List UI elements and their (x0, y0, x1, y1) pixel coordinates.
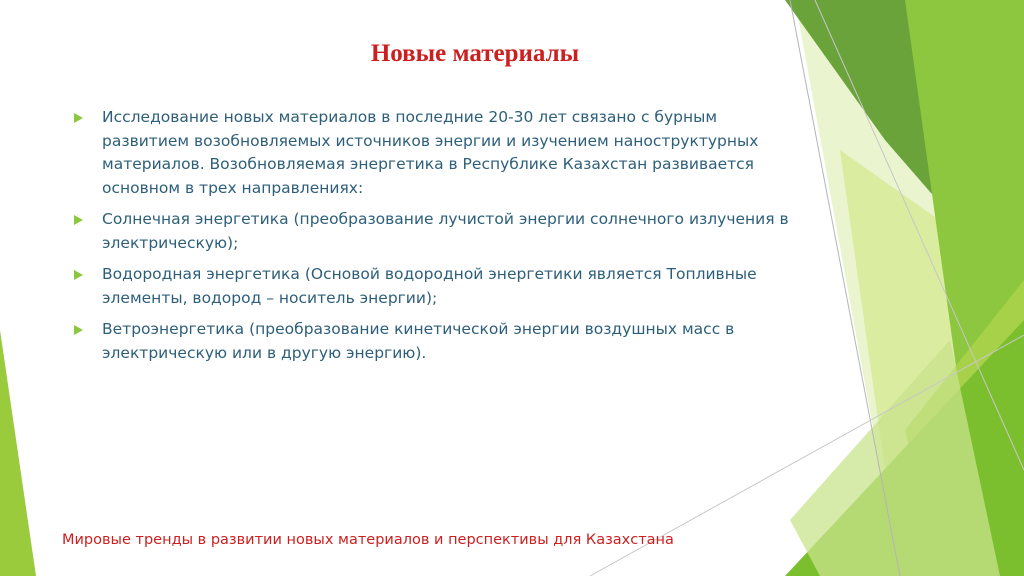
left-green-wedge (0, 330, 36, 576)
slide-title: Новые материалы (370, 40, 580, 67)
triangle-right-icon (74, 270, 83, 280)
bullet-text: Водородная энергетика (Основой водородной энергетики является Топливные элементы, водород – носитель энергии); (102, 265, 757, 307)
bullet-list (74, 106, 794, 373)
slide-footer: Мировые тренды в развитии новых материалов и перспективы для Казахстана (62, 532, 674, 548)
triangle-right-icon (74, 113, 83, 123)
bullet-item (74, 208, 794, 255)
bullet-item (74, 263, 794, 310)
bullet-item (74, 106, 794, 200)
bullet-text: Исследование новых материалов в последние 20-30 лет связано с бурным развитием возобновляемых источников энергии и изучением наноструктурных материалов. Возобновляемая энергетика в Республике Казахстан развивается основном в трех направлениях: (102, 108, 759, 197)
bullet-text: Солнечная энергетика (преобразование лучистой энергии солнечного излучения в электрическую); (102, 210, 789, 252)
bullet-text: Ветроэнергетика (преобразование кинетической энергии воздушных масс в электрическую или в другую энергию). (102, 320, 735, 362)
triangle-right-icon (74, 215, 83, 225)
bullet-item (74, 318, 794, 365)
triangle-right-icon (74, 325, 83, 335)
